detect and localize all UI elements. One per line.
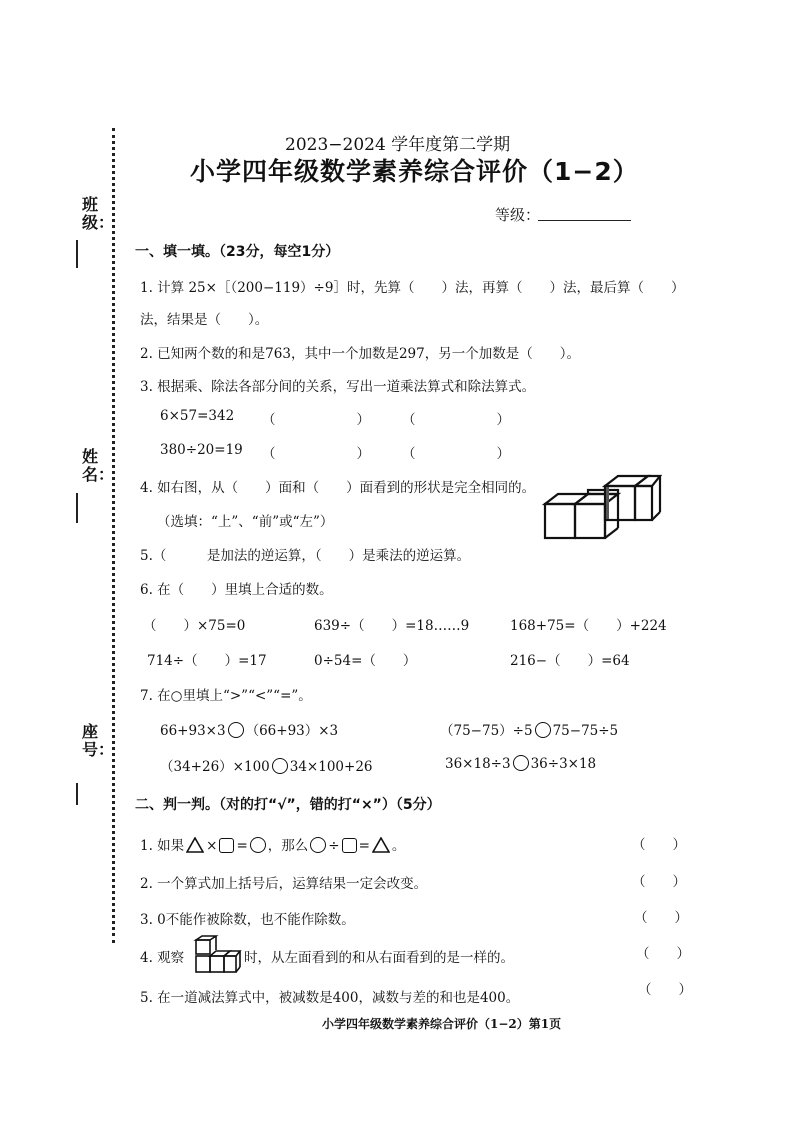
q1-6-f: 216−（ ）=64: [510, 653, 630, 669]
compare-circle-icon[interactable]: [513, 755, 529, 771]
q1-7-c: （34+26）×100 34×100+26: [160, 759, 373, 775]
q2-5-answer[interactable]: （ ）: [638, 982, 692, 998]
q2-4-text: 时，从左面看到的和从右面看到的是一样的。: [244, 950, 514, 966]
square-icon: [342, 838, 357, 853]
q2-5: 5. 在一道减法算式中，被减数是400，减数与差的和也是400。: [140, 990, 520, 1006]
q1-6: 6. 在（ ）里填上合适的数。: [140, 582, 333, 598]
class-input-line[interactable]: [76, 240, 78, 268]
q1-3: 3. 根据乘、除法各部分间的关系，写出一道乘法算式和除法算式。: [140, 379, 536, 395]
section1-heading: 一、填一填。（23分，每空1分）: [135, 244, 340, 260]
q1-3-eq1: 6×57=342: [160, 408, 235, 424]
name-input-line[interactable]: [76, 493, 78, 523]
compare-circle-icon[interactable]: [228, 722, 244, 738]
grade-label: 等级：: [495, 206, 541, 224]
q1-3-blank3[interactable]: （ ）: [262, 446, 370, 462]
q1-7: 7. 在○里填上“>”“<”“=”。: [140, 688, 312, 704]
q1-4-line1: 4. 如右图，从（ ）面和（ ）面看到的形状是完全相同的。: [140, 480, 536, 496]
q1-7-d: 36×18÷3 36÷3×18: [445, 756, 597, 772]
q2-3: 3. 0不能作被除数，也不能作除数。: [140, 912, 355, 928]
q2-1-answer[interactable]: （ ）: [632, 837, 686, 853]
triangle-icon: [186, 837, 204, 853]
q1-1-line2: 法，结果是（ ）。: [140, 312, 269, 328]
q2-1: 1. 如果 × = ，那么 ÷ = 。: [140, 838, 406, 854]
class-label: 班级：: [82, 195, 115, 232]
q1-3-blank1[interactable]: （ ）: [262, 412, 370, 428]
name-label: 姓名：: [82, 447, 115, 484]
q1-4-line2: （选填：“上”、“前”或“左”）: [157, 514, 334, 530]
compare-circle-icon[interactable]: [535, 722, 551, 738]
q1-3-eq2: 380÷20=19: [160, 442, 243, 458]
grade-input-line[interactable]: [538, 220, 631, 221]
q1-6-c: 168+75=（ ）+224: [510, 618, 667, 634]
triangle-icon: [372, 837, 390, 853]
circle-icon: [250, 837, 266, 853]
compare-circle-icon[interactable]: [272, 758, 288, 774]
q1-6-e: 0÷54=（ ）: [314, 653, 417, 669]
q1-3-blank2[interactable]: （ ）: [402, 412, 510, 428]
q1-6-d: 714÷（ ）=17: [147, 653, 267, 669]
seat-input-line[interactable]: [76, 783, 78, 805]
q1-5: 5.（ 是加法的逆运算，（ ）是乘法的逆运算。: [140, 548, 471, 564]
q1-6-b: 639÷（ ）=18……9: [314, 618, 470, 634]
school-year: 2023−2024 学年度第二学期: [285, 135, 511, 155]
page-title: 小学四年级数学素养综合评价（1−2）: [190, 157, 639, 186]
q1-6-a: （ ）×75=0: [143, 618, 246, 634]
q1-7-b: （75−75）÷5 75−75÷5: [440, 723, 619, 739]
q1-2: 2. 已知两个数的和是763，其中一个加数是297，另一个加数是（ ）。: [140, 346, 580, 362]
q1-1-line1: 1. 计算 25×［（200−119）÷9］时，先算（ ）法，再算（ ）法，最后算（ ）: [140, 280, 685, 296]
q2-2: 2. 一个算式加上括号后，运算结果一定会改变。: [140, 876, 428, 892]
square-icon: [219, 838, 234, 853]
seat-label: 座号：: [82, 722, 115, 759]
cube-stack-icon: [193, 934, 243, 976]
q2-2-answer[interactable]: （ ）: [632, 874, 686, 890]
q2-3-answer[interactable]: （ ）: [634, 910, 688, 926]
q2-4-answer[interactable]: （ ）: [636, 946, 690, 962]
circle-icon: [310, 837, 326, 853]
cube-figure-icon: [540, 472, 665, 542]
q1-3-blank4[interactable]: （ ）: [402, 446, 510, 462]
page-footer: 小学四年级数学素养综合评价（1−2）第1页: [322, 1017, 562, 1031]
q2-4: 4. 观察: [140, 950, 185, 966]
section2-heading: 二、判一判。（对的打“√”，错的打“×”）（5分）: [135, 797, 441, 813]
binding-dotted-line: [112, 128, 115, 943]
q1-7-a: 66+93×3 （66+93）×3: [160, 723, 339, 739]
